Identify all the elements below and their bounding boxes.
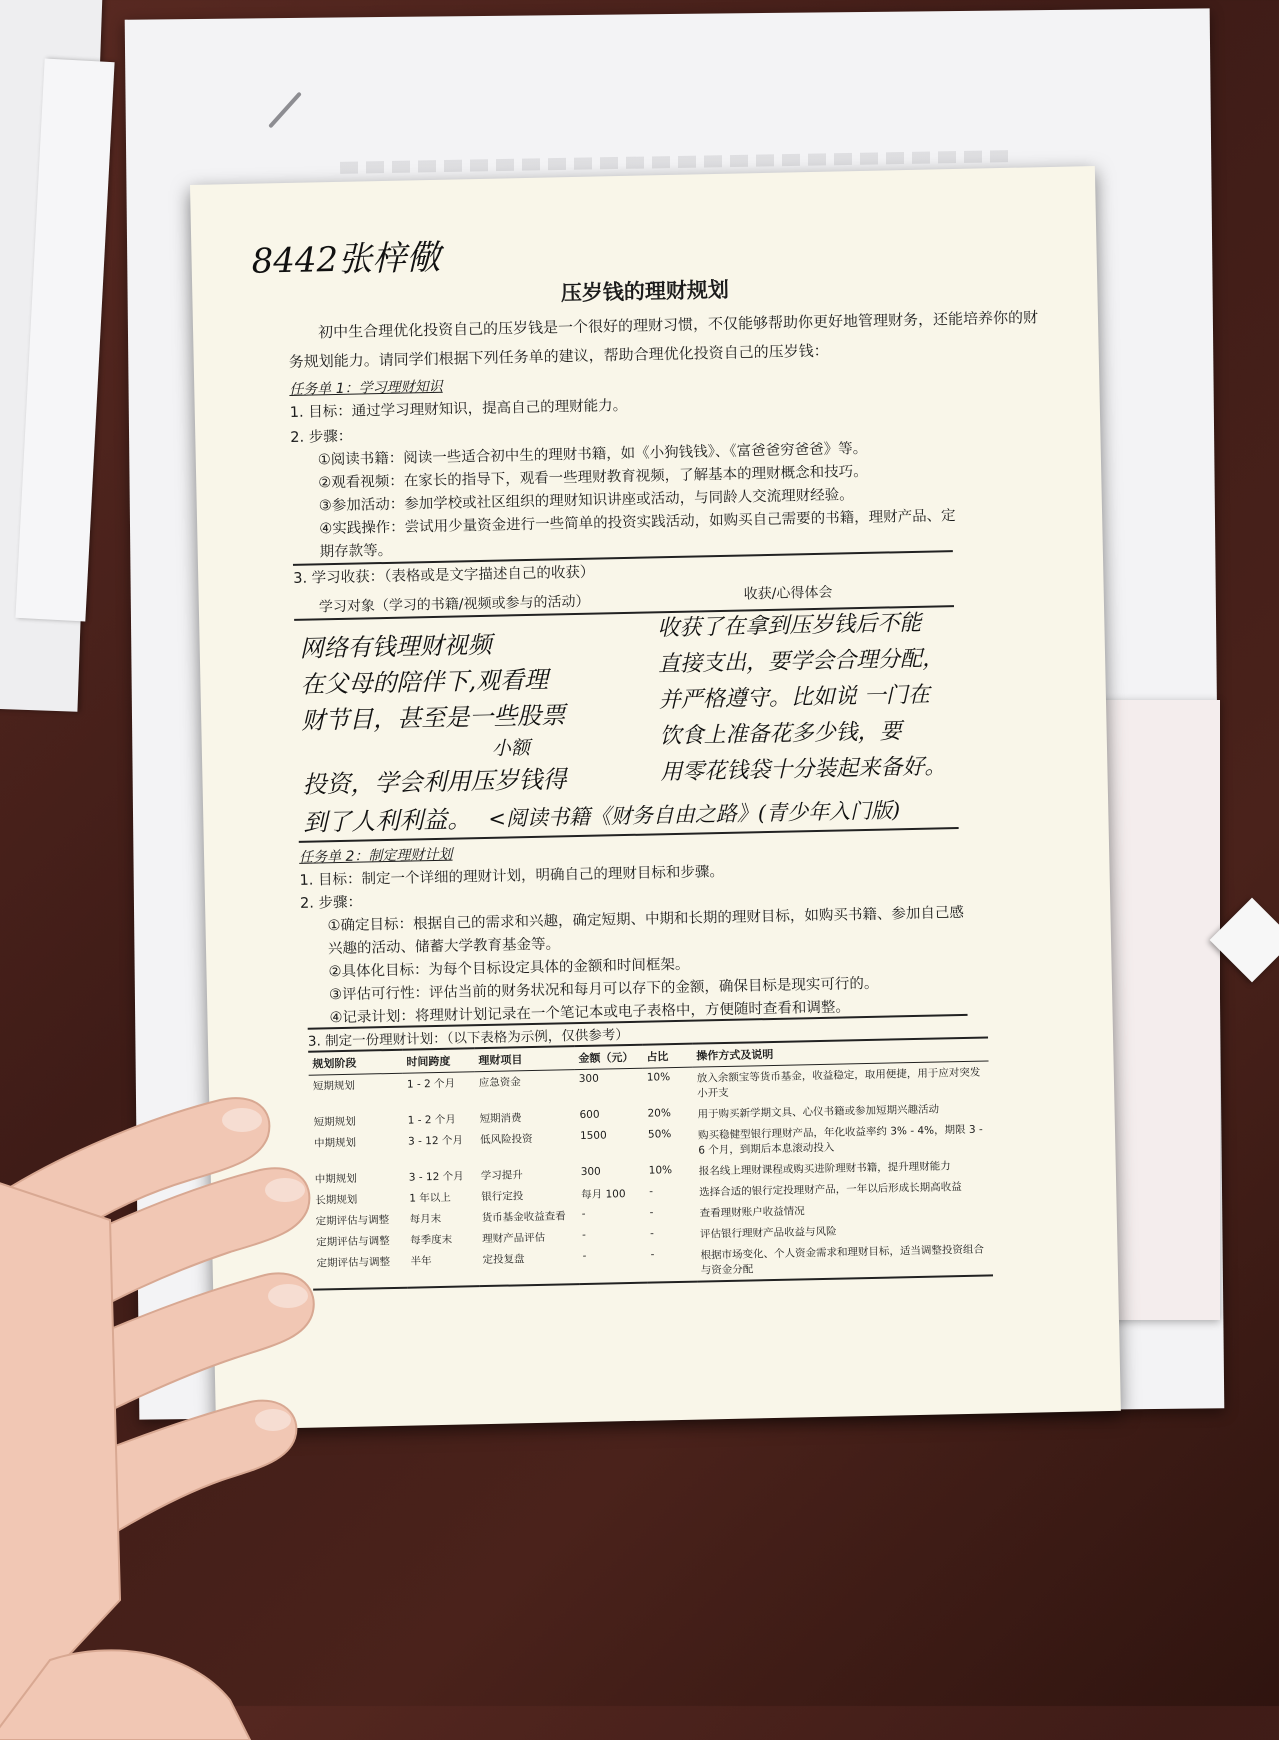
task2-step-2: ②具体化目标：为每个目标设定具体的金额和时间框架。 bbox=[328, 956, 690, 981]
task1-goal: 1. 目标：通过学习理财知识，提高自己的理财能力。 bbox=[289, 397, 628, 421]
table-cell: 10% bbox=[646, 1071, 671, 1084]
plan-header: 时间跨度 bbox=[406, 1054, 451, 1069]
table-cell: 定期评估与调整 bbox=[316, 1235, 390, 1249]
table-cell: 选择合适的银行定投理财产品，一年以后形成长期高收益 bbox=[699, 1181, 962, 1199]
table-cell: 短期规划 bbox=[312, 1079, 356, 1093]
page-title: 压岁钱的理财规划 bbox=[560, 277, 730, 306]
table-cell: 定投复盘 bbox=[482, 1253, 525, 1267]
handwritten-right-5: 用零花钱袋十分装起来备好。 bbox=[660, 754, 947, 786]
task1-step-3: ③参加活动：参加学校或社区组织的理财知识讲座或活动，与同龄人交流理财经验。 bbox=[318, 487, 854, 515]
table-cell: 1 - 2 个月 bbox=[406, 1077, 456, 1091]
handwritten-left-5: 到了人利利益。 bbox=[303, 805, 472, 837]
table-cell: 短期规划 bbox=[313, 1115, 356, 1129]
table-cell: - bbox=[649, 1206, 654, 1219]
task1-step-4: ④实践操作：尝试用少量资金进行一些简单的投资实践活动，如购买自己需要的书籍，理财产品、定 bbox=[319, 508, 956, 538]
intro-paragraph: 初中生合理优化投资自己的压岁钱是一个很好的理财习惯，不仅能够帮助你更好地管理财务，还能培养你的财务规划能力。请同学们根据下列任务单的建议，帮助合理优化投资自己的压岁钱： bbox=[288, 308, 1039, 371]
table-cell: - bbox=[649, 1227, 654, 1240]
table-cell: 10% bbox=[648, 1164, 673, 1177]
handwritten-right-4: 饮食上准备花多少钱，要 bbox=[659, 719, 902, 750]
table-cell: 低风险投资 bbox=[479, 1133, 533, 1147]
handwritten-left-2: 在父母的陪伴下,观看理 bbox=[300, 665, 549, 699]
task2-plan-label: 3. 制定一份理财计划：（以下表格为示例，仅供参考） bbox=[307, 1026, 629, 1050]
table-cell: 购买稳健型银行理财产品，年化收益率约 3% - 4%，期限 3 - 6 个月，到期后本息滚动投入 bbox=[697, 1123, 983, 1157]
table-cell: 中期规划 bbox=[313, 1136, 357, 1150]
table-cell: 学习提升 bbox=[480, 1169, 523, 1183]
task2-step-3: ③评估可行性：评估当前的财务状况和每月可以存下的金额，确保目标是现实可行的。 bbox=[328, 975, 879, 1004]
handwritten-right-3: 并严格遵守。比如说 一门在 bbox=[658, 682, 931, 714]
task1-step-2: ②观看视频：在家长的指导下，观看一些理财教育视频，了解基本的理财概念和技巧。 bbox=[318, 463, 868, 492]
table-cell: 理财产品评估 bbox=[482, 1231, 546, 1246]
task1-harvest-label: 3. 学习收获：（表格或是文字描述自己的收获） bbox=[293, 564, 595, 587]
plan-table bbox=[308, 1036, 993, 1290]
table-cell: 300 bbox=[580, 1165, 601, 1179]
table-cell: 定期评估与调整 bbox=[315, 1214, 390, 1228]
table-cell: 根据市场变化、个人资金需求和理财目标，适当调整投资组合与资金分配 bbox=[700, 1243, 985, 1277]
handwritten-left-1: 网络有钱理财视频 bbox=[299, 630, 492, 663]
handwritten-insert: 小额 bbox=[491, 737, 531, 760]
handwritten-right-1: 收获了在拿到压岁钱后不能 bbox=[657, 610, 922, 642]
table-cell: 放入余额宝等货币基金，收益稳定，取用便捷，用于应对突发小开支 bbox=[696, 1066, 981, 1100]
task2-step-1: ①确定目标：根据自己的需求和兴趣，确定短期、中期和长期的理财目标，如购买书籍、参加自己感 bbox=[327, 904, 965, 935]
table-cell: 货币基金收益查看 bbox=[481, 1210, 566, 1225]
col-header-right: 收获/心得体会 bbox=[743, 584, 833, 603]
table-cell: - bbox=[581, 1207, 586, 1221]
student-name: 8442张梓儆 bbox=[251, 237, 441, 282]
table-cell: 中期规划 bbox=[314, 1172, 357, 1186]
table-cell: 1 - 2 个月 bbox=[407, 1113, 456, 1127]
table-cell: 银行定投 bbox=[481, 1190, 524, 1204]
table-cell: 定期评估与调整 bbox=[316, 1256, 391, 1270]
table-cell: 每月 100 bbox=[581, 1188, 626, 1202]
plan-header: 规划阶段 bbox=[312, 1056, 357, 1071]
table-cell: 1 年以上 bbox=[409, 1191, 451, 1205]
table-cell: 1500 bbox=[579, 1129, 607, 1143]
handwritten-left-4: 投资，学会利用压岁钱得 bbox=[302, 765, 567, 799]
table-cell: 半年 bbox=[410, 1255, 432, 1268]
task2-steps-label: 2. 步骤： bbox=[299, 894, 363, 912]
task1-heading: 任务单 1：学习理财知识 bbox=[289, 378, 443, 398]
table-cell: 报名线上理财课程或购买进阶理财书籍，提升理财能力 bbox=[698, 1160, 951, 1178]
table-cell: 每季度末 bbox=[410, 1233, 453, 1247]
table-cell: - bbox=[649, 1185, 654, 1198]
handwritten-left-3: 财节目，甚至是一些股票 bbox=[300, 701, 566, 735]
task2-heading: 任务单 2：制定理财计划 bbox=[298, 846, 453, 866]
plan-header: 金额（元） bbox=[578, 1050, 634, 1066]
task1-step-4-cont: 期存款等。 bbox=[319, 542, 393, 561]
plan-header: 理财项目 bbox=[478, 1053, 523, 1068]
table-cell: 600 bbox=[579, 1108, 600, 1122]
table-cell: 长期规划 bbox=[315, 1193, 358, 1207]
task1-steps-label: 2. 步骤： bbox=[290, 428, 353, 446]
table-cell: 300 bbox=[578, 1072, 599, 1086]
table-cell: - bbox=[650, 1248, 655, 1261]
table-cell: 50% bbox=[647, 1128, 672, 1141]
handwritten-book: <阅读书籍《财务自由之路》(青少年入门版) bbox=[488, 798, 901, 831]
table-cell: 3 - 12 个月 bbox=[407, 1134, 464, 1148]
plan-header: 操作方式及说明 bbox=[696, 1047, 774, 1063]
table-cell: 3 - 12 个月 bbox=[408, 1170, 464, 1184]
table-cell: - bbox=[581, 1228, 586, 1242]
table-cell: 用于购买新学期文具、心仪书籍或参加短期兴趣活动 bbox=[697, 1103, 940, 1121]
col-header-left: 学习对象（学习的书籍/视频或参与的活动） bbox=[318, 593, 590, 616]
task2-step-1-cont: 兴趣的活动、储蓄大学教育基金等。 bbox=[327, 936, 561, 958]
table-cell: 20% bbox=[647, 1107, 672, 1120]
handwritten-right-2: 直接支出，要学会合理分配， bbox=[657, 646, 945, 678]
table-cell: - bbox=[582, 1249, 587, 1263]
table-cell: 应急资金 bbox=[478, 1076, 521, 1090]
table-cell: 短期消费 bbox=[479, 1112, 522, 1126]
plan-header: 占比 bbox=[646, 1050, 669, 1064]
table-cell: 评估银行理财产品收益与风险 bbox=[699, 1225, 837, 1241]
table-cell: 每月末 bbox=[409, 1212, 442, 1226]
table-cell: 查看理财账户收益情况 bbox=[699, 1205, 805, 1220]
task2-step-4: ④记录计划：将理财计划记录在一个笔记本或电子表格中，方便随时查看和调整。 bbox=[329, 999, 851, 1027]
hand bbox=[0, 1040, 410, 1740]
task1-step-1: ①阅读书籍：阅读一些适合初中生的理财书籍，如《小狗钱钱》、《富爸爸穷爸爸》等。 bbox=[317, 440, 868, 469]
task2-goal: 1. 目标：制定一个详细的理财计划，明确自己的理财目标和步骤。 bbox=[299, 863, 725, 889]
